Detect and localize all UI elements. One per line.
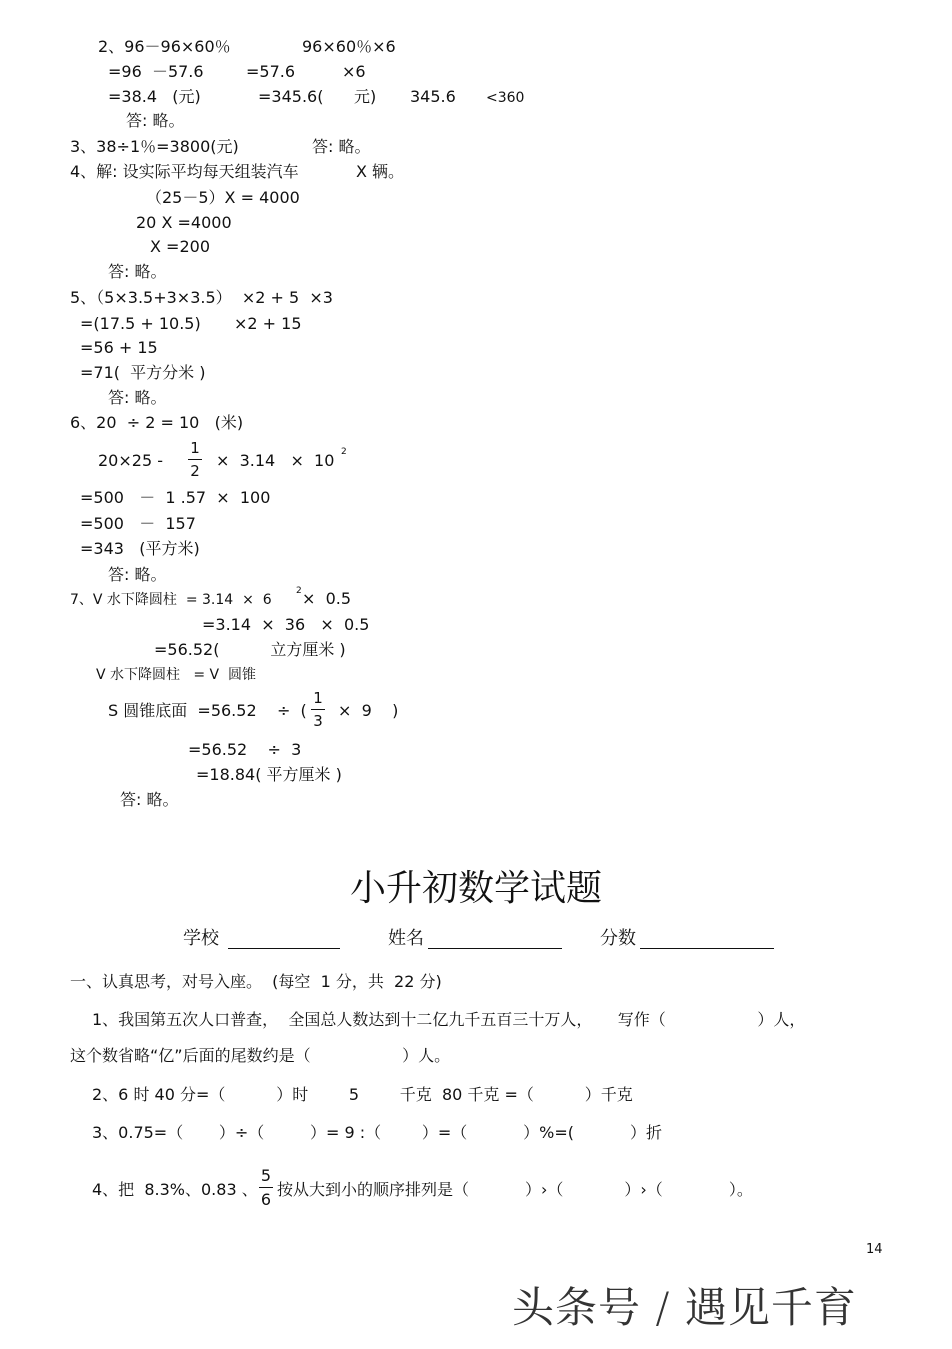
sol6-fraction: [188, 439, 202, 480]
exam-title: 小升初数学试题: [349, 868, 602, 909]
sol7-eq4: V 水下降圆柱 = V 圆锥: [96, 667, 257, 683]
sol6-eq2-left: 20×25 -: [98, 451, 163, 470]
sol6-eq4: =500 － 157: [80, 514, 196, 533]
sol4-line: 4、解: 设实际平均每天组装汽车: [70, 162, 299, 181]
sol5-answer: 答: 略。: [108, 388, 167, 407]
page-number: 14: [866, 1242, 883, 1257]
question-4-fraction-bar: [259, 1187, 273, 1188]
sol6-eq3: =500 － 1 .57 × 100: [80, 488, 271, 507]
score-field[interactable]: [640, 948, 774, 949]
sol6-fraction-bar: [188, 459, 202, 460]
section-heading: 一、认真思考，对号入座。 (每空 1 分，共 22 分): [70, 972, 442, 991]
question-3: 3、0.75=（ ）÷（ ）= 9 :（ ）=（ ）%=( ）折: [92, 1123, 662, 1142]
sol2-answer: 答: 略。: [126, 111, 185, 130]
sol7-eq7: =18.84( 平方厘米 ): [196, 765, 342, 784]
question-4-fraction-denominator: 6: [260, 1190, 272, 1209]
sol7-fraction-bar: [311, 709, 325, 710]
sol2-line2-mid: =57.6: [246, 62, 296, 81]
sol5-eq2-right: ×2 + 15: [234, 314, 302, 333]
sol2-line3-right: 345.6: [410, 87, 456, 106]
question-2: 2、6 时 40 分=（ ）时 5 千克 80 千克 =（ ）千克: [92, 1085, 633, 1104]
sol7-fraction: [311, 689, 325, 730]
sol3-answer: 答: 略。: [312, 137, 371, 156]
question-4-left: 4、把 8.3%、0.83 、: [92, 1180, 258, 1199]
school-field[interactable]: [228, 948, 340, 949]
sol2-line2-right: ×6: [342, 62, 366, 81]
sol5-eq3: =56 + 15: [80, 338, 158, 357]
question-4-fraction-numerator: 5: [260, 1166, 272, 1185]
score-label: 分数: [600, 928, 636, 949]
name-label: 姓名: [388, 928, 424, 949]
name-field[interactable]: [428, 948, 562, 949]
sol7-eq5-left: S 圆锥底面 =56.52 ÷ (: [108, 701, 307, 720]
sol6-eq1: 6、20 ÷ 2 = 10 (米): [70, 413, 244, 432]
sol2-line2-left: =96 －57.6: [108, 62, 204, 81]
sol2-line3-mid: =345.6( 元): [258, 87, 377, 106]
sol6-exponent: 2: [341, 447, 347, 457]
sol2-line3-left: =38.4 (元): [108, 87, 201, 106]
sol7-fraction-numerator: 1: [313, 689, 323, 707]
question-1-line2: 这个数省略“亿”后面的尾数约是（ ）人。: [70, 1046, 451, 1065]
sol5-eq1: 5、（5×3.5+3×3.5） ×2 + 5 ×3: [70, 288, 333, 307]
sol5-eq4: =71( 平方分米 ): [80, 363, 206, 382]
sol4-variable: X 辆。: [356, 162, 405, 181]
sol4-answer: 答: 略。: [108, 262, 167, 281]
sol4-eq2: 20 X =4000: [136, 213, 232, 232]
sol6-fraction-numerator: 1: [190, 439, 200, 457]
sol4-eq3: X =200: [150, 237, 210, 256]
sol6-eq5: =343 (平方米): [80, 539, 200, 558]
question-1-line1: 1、我国第五次人口普查， 全国总人数达到十二亿九千五百三十万人， 写作（ ）人，: [92, 1010, 806, 1029]
sol7-fraction-denominator: 3: [313, 712, 323, 730]
sol4-eq1: （25－5）X = 4000: [146, 188, 300, 207]
watermark: 头条号 / 遇见千育: [512, 1283, 857, 1332]
sol7-eq1-left: 7、V 水下降圆柱 = 3.14 × 6: [70, 592, 272, 608]
sol7-eq3: =56.52( 立方厘米 ): [154, 640, 346, 659]
sol7-exponent: 2: [296, 586, 302, 596]
sol2-line1-left: 2、96－96×60％: [98, 37, 231, 56]
sol3-line: 3、38÷1％=3800(元): [70, 137, 239, 156]
sol2-line1-right: 96×60％×6: [302, 37, 396, 56]
sol7-eq2: =3.14 × 36 × 0.5: [202, 615, 370, 634]
question-4-right: 按从大到小的顺序排列是（ ）›（ ）›（ ）。: [277, 1180, 753, 1199]
sol7-eq1-right: × 0.5: [302, 589, 352, 608]
sol2-line3-compare: <360: [486, 90, 525, 106]
sol6-eq2-right: × 3.14 × 10: [216, 451, 335, 470]
sol7-eq6: =56.52 ÷ 3: [188, 740, 302, 759]
sol6-fraction-denominator: 2: [190, 462, 200, 480]
question-4-fraction: [259, 1166, 273, 1209]
school-label: 学校: [183, 928, 219, 949]
sol6-answer: 答: 略。: [108, 565, 167, 584]
sol7-eq5-right: × 9 ): [338, 701, 399, 720]
sol5-eq2-left: =(17.5 + 10.5): [80, 314, 201, 333]
sol7-answer: 答: 略。: [120, 790, 179, 809]
